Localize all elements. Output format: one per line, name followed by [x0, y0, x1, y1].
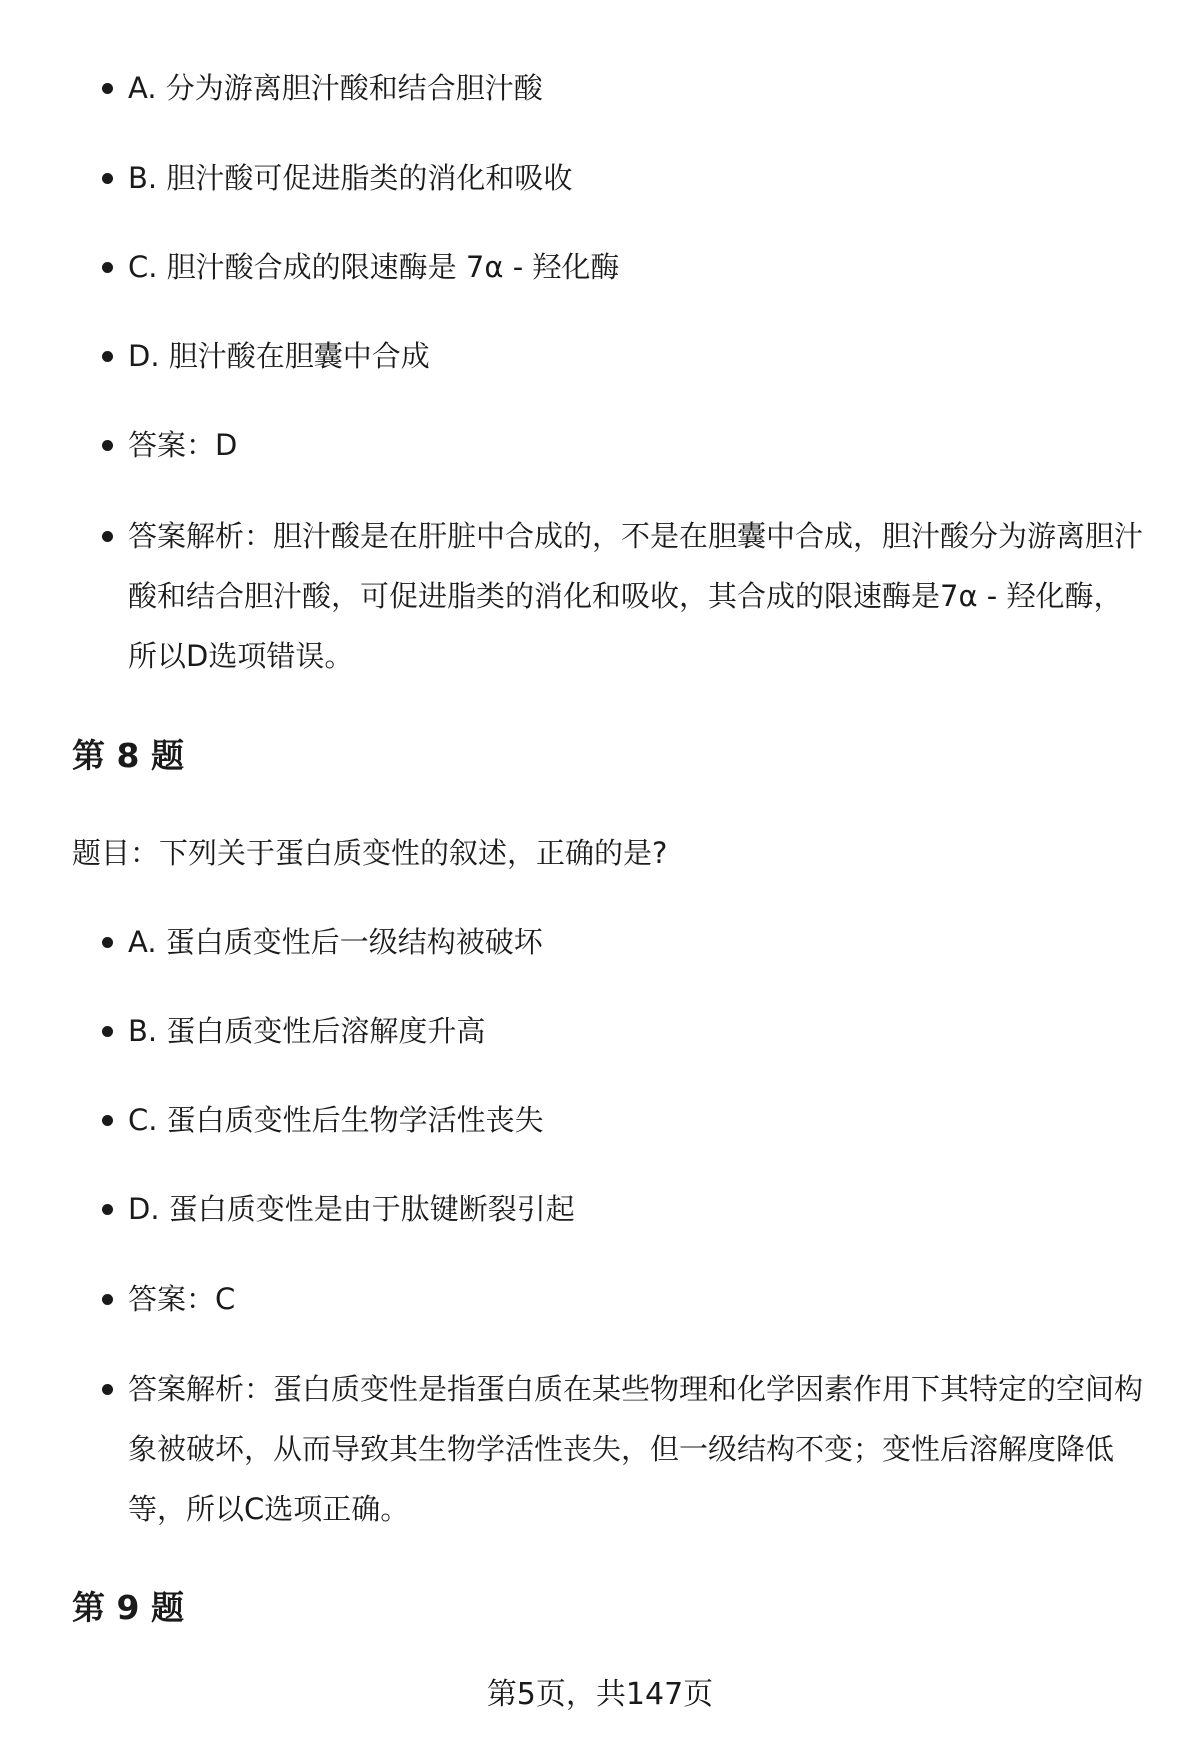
question-9-heading: 第 9 题	[72, 1588, 184, 1627]
answer-explanation: 答案解析：蛋白质变性是指蛋白质在某些物理和化学因素作用下其特定的空间构象被破坏，从而导致其生物学活性丧失，但一级结构不变；变性后溶解度降低等，所以C选项正确。	[128, 1359, 1148, 1539]
option-a: A. 蛋白质变性后一级结构被破坏	[128, 912, 1148, 972]
answer: 答案：C	[128, 1269, 1148, 1329]
option-a: A. 分为游离胆汁酸和结合胆汁酸	[128, 58, 1148, 118]
option-d: D. 蛋白质变性是由于肽键断裂引起	[128, 1179, 1148, 1239]
question-8-text: 题目：下列关于蛋白质变性的叙述，正确的是?	[72, 836, 668, 870]
page-number-footer: 第5页，共147页	[486, 1677, 714, 1712]
question-8-heading: 第 8 题	[72, 736, 184, 775]
option-d: D. 胆汁酸在胆囊中合成	[128, 326, 1148, 386]
answer-explanation: 答案解析：胆汁酸是在肝脏中合成的，不是在胆囊中合成，胆汁酸分为游离胆汁酸和结合胆汁酸，可促进脂类的消化和吸收，其合成的限速酶是7α - 羟化酶，所以D选项错误。	[128, 506, 1148, 686]
option-c: C. 蛋白质变性后生物学活性丧失	[128, 1090, 1148, 1150]
answer: 答案：D	[128, 415, 1148, 475]
option-b: B. 蛋白质变性后溶解度升高	[128, 1001, 1148, 1061]
option-b: B. 胆汁酸可促进脂类的消化和吸收	[128, 148, 1148, 208]
option-c: C. 胆汁酸合成的限速酶是 7α - 羟化酶	[128, 237, 1148, 297]
